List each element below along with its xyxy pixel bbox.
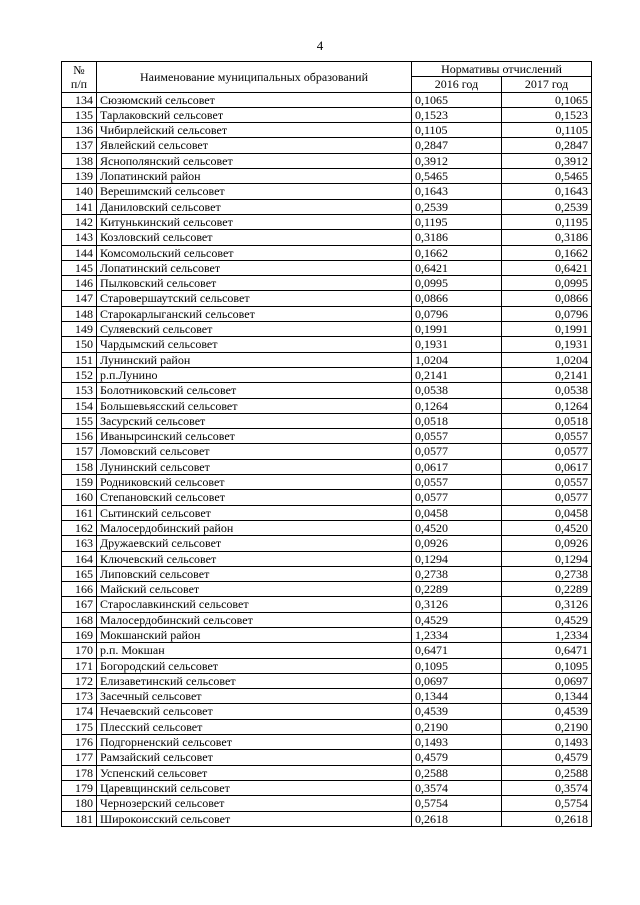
municipality-name: Елизаветинский сельсовет: [97, 673, 412, 688]
municipality-name: Малосердобинский район: [97, 520, 412, 535]
norm-2017: 0,0995: [502, 276, 592, 291]
table-row: [62, 123, 592, 138]
municipality-name: Майский сельсовет: [97, 582, 412, 597]
norm-2016: 0,2588: [412, 765, 502, 780]
table-row: [62, 337, 592, 352]
header-name: Наименование муниципальных образований: [97, 62, 412, 93]
norm-2017: 0,6471: [502, 643, 592, 658]
table-row: [62, 352, 592, 367]
norm-2016: 0,0577: [412, 444, 502, 459]
table-row: [62, 429, 592, 444]
norm-2017: 0,1195: [502, 214, 592, 229]
table-row: [62, 490, 592, 505]
municipality-name: Болотниковский сельсовет: [97, 383, 412, 398]
table-row: [62, 551, 592, 566]
row-number: 162: [62, 520, 97, 535]
municipality-name: р.п.Лунино: [97, 367, 412, 382]
norm-2017: 0,1523: [502, 107, 592, 122]
norm-2016: 0,1991: [412, 322, 502, 337]
norm-2016: 0,2289: [412, 582, 502, 597]
municipality-name: Явлейский сельсовет: [97, 138, 412, 153]
norm-2016: 0,0926: [412, 536, 502, 551]
row-number: 150: [62, 337, 97, 352]
norm-2016: 0,2141: [412, 367, 502, 382]
norm-2016: 0,0557: [412, 475, 502, 490]
norm-2017: 0,0926: [502, 536, 592, 551]
municipality-name: Богородский сельсовет: [97, 658, 412, 673]
table-row: [62, 566, 592, 581]
row-number: 176: [62, 735, 97, 750]
norm-2016: 0,2847: [412, 138, 502, 153]
norm-2017: 0,1105: [502, 123, 592, 138]
municipality-name: Засечный сельсовет: [97, 689, 412, 704]
norm-2017: 0,1294: [502, 551, 592, 566]
norm-2017: 0,1662: [502, 245, 592, 260]
municipality-name: Пылковский сельсовет: [97, 276, 412, 291]
norm-2017: 0,0577: [502, 444, 592, 459]
row-number: 135: [62, 107, 97, 122]
municipality-name: Старославкинский сельсовет: [97, 597, 412, 612]
table-row: [62, 153, 592, 168]
row-number: 141: [62, 199, 97, 214]
table-row: [62, 214, 592, 229]
norm-2016: 0,2190: [412, 719, 502, 734]
norm-2016: 0,2618: [412, 811, 502, 826]
norm-2017: 0,0538: [502, 383, 592, 398]
municipality-name: Ключевский сельсовет: [97, 551, 412, 566]
row-number: 156: [62, 429, 97, 444]
row-number: 139: [62, 169, 97, 184]
table-row: [62, 413, 592, 428]
page-number: 4: [316, 38, 324, 53]
norm-2016: 0,3126: [412, 597, 502, 612]
row-number: 146: [62, 276, 97, 291]
norm-2016: 0,1344: [412, 689, 502, 704]
table-row: [62, 322, 592, 337]
row-number: 155: [62, 413, 97, 428]
norm-2016: 0,0577: [412, 490, 502, 505]
municipality-name: Большевьясский сельсовет: [97, 398, 412, 413]
municipality-name: Лопатинский сельсовет: [97, 260, 412, 275]
norm-2017: 0,5465: [502, 169, 592, 184]
norm-2017: 0,3126: [502, 597, 592, 612]
header-num: [62, 62, 97, 93]
municipality-name: Засурский сельсовет: [97, 413, 412, 428]
table-body: [62, 92, 592, 826]
norm-2017: 0,2618: [502, 811, 592, 826]
norm-2016: 0,1065: [412, 92, 502, 107]
table-row: [62, 383, 592, 398]
norm-2016: 1,0204: [412, 352, 502, 367]
table-row: [62, 689, 592, 704]
table-row: [62, 92, 592, 107]
table-row: [62, 520, 592, 535]
header-year-2017: 2017 год: [502, 77, 592, 92]
norm-2016: 0,1264: [412, 398, 502, 413]
norm-2017: 0,2141: [502, 367, 592, 382]
norm-2016: 0,1662: [412, 245, 502, 260]
municipality-name: Малосердобинский сельсовет: [97, 612, 412, 627]
norm-2017: 0,2190: [502, 719, 592, 734]
table-row: [62, 796, 592, 811]
municipality-name: Старокарлыганский сельсовет: [97, 306, 412, 321]
norm-2016: 0,3574: [412, 780, 502, 795]
table-row: [62, 367, 592, 382]
norm-2016: 0,1523: [412, 107, 502, 122]
row-number: 174: [62, 704, 97, 719]
norm-2016: 0,6421: [412, 260, 502, 275]
header-year-2016: 2016 год: [412, 77, 502, 92]
table-row: [62, 138, 592, 153]
norm-2017: 0,1643: [502, 184, 592, 199]
row-number: 134: [62, 92, 97, 107]
table-row: [62, 643, 592, 658]
municipality-name: Чернозерский сельсовет: [97, 796, 412, 811]
norm-2017: 0,3186: [502, 230, 592, 245]
norm-2017: 0,3574: [502, 780, 592, 795]
norm-2017: 0,4539: [502, 704, 592, 719]
norm-2017: 0,5754: [502, 796, 592, 811]
table-row: [62, 780, 592, 795]
table-row: [62, 704, 592, 719]
norm-2016: 0,1643: [412, 184, 502, 199]
table-row: [62, 276, 592, 291]
norm-2016: 0,2738: [412, 566, 502, 581]
municipality-name: Старовершаутский сельсовет: [97, 291, 412, 306]
row-number: 171: [62, 658, 97, 673]
norm-2017: 0,1095: [502, 658, 592, 673]
norm-2016: 0,0458: [412, 505, 502, 520]
municipality-name: Мокшанский район: [97, 627, 412, 642]
norm-2017: 0,4529: [502, 612, 592, 627]
row-number: 177: [62, 750, 97, 765]
row-number: 143: [62, 230, 97, 245]
norm-2016: 0,4539: [412, 704, 502, 719]
header-num-line1: №: [73, 62, 85, 77]
norm-2017: 0,2588: [502, 765, 592, 780]
norm-2017: 0,2289: [502, 582, 592, 597]
municipality-name: Ломовский сельсовет: [97, 444, 412, 459]
norm-2016: 0,4529: [412, 612, 502, 627]
row-number: 175: [62, 719, 97, 734]
table-row: [62, 169, 592, 184]
municipality-name: Верешимский сельсовет: [97, 184, 412, 199]
row-number: 152: [62, 367, 97, 382]
table-row: [62, 184, 592, 199]
row-number: 160: [62, 490, 97, 505]
header-num-line2: п/п: [70, 76, 88, 91]
table-row: [62, 811, 592, 826]
row-number: 181: [62, 811, 97, 826]
table-row: [62, 398, 592, 413]
norm-2017: 0,0458: [502, 505, 592, 520]
row-number: 142: [62, 214, 97, 229]
row-number: 136: [62, 123, 97, 138]
row-number: 157: [62, 444, 97, 459]
norm-2016: 0,0995: [412, 276, 502, 291]
row-number: 165: [62, 566, 97, 581]
municipality-name: Китунькинский сельсовет: [97, 214, 412, 229]
row-number: 151: [62, 352, 97, 367]
row-number: 153: [62, 383, 97, 398]
municipality-name: Лунинский район: [97, 352, 412, 367]
table-header: [62, 62, 592, 93]
municipality-name: Даниловский сельсовет: [97, 199, 412, 214]
norm-2016: 0,1105: [412, 123, 502, 138]
norm-2017: 0,1065: [502, 92, 592, 107]
norm-2016: 0,4579: [412, 750, 502, 765]
norm-2017: 0,0697: [502, 673, 592, 688]
table-row: [62, 627, 592, 642]
municipality-name: Комсомольский сельсовет: [97, 245, 412, 260]
municipality-name: Чибирлейский сельсовет: [97, 123, 412, 138]
norm-2017: 0,0617: [502, 459, 592, 474]
norm-2016: 0,1095: [412, 658, 502, 673]
municipality-name: Рамзайский сельсовет: [97, 750, 412, 765]
norm-2016: 0,5754: [412, 796, 502, 811]
table-row: [62, 245, 592, 260]
norm-2017: 0,0796: [502, 306, 592, 321]
table-row: [62, 107, 592, 122]
municipality-name: Лунинский сельсовет: [97, 459, 412, 474]
norm-2017: 0,1931: [502, 337, 592, 352]
table-row: [62, 658, 592, 673]
municipality-name: Плесский сельсовет: [97, 719, 412, 734]
municipality-name: Нечаевский сельсовет: [97, 704, 412, 719]
norm-2016: 0,0866: [412, 291, 502, 306]
norm-2017: 0,0866: [502, 291, 592, 306]
municipality-name: Суляевский сельсовет: [97, 322, 412, 337]
table-row: [62, 765, 592, 780]
row-number: 159: [62, 475, 97, 490]
norm-2017: 0,0577: [502, 490, 592, 505]
norm-2016: 0,1195: [412, 214, 502, 229]
norm-2016: 0,2539: [412, 199, 502, 214]
table-row: [62, 230, 592, 245]
row-number: 167: [62, 597, 97, 612]
row-number: 147: [62, 291, 97, 306]
municipality-name: Широкоисский сельсовет: [97, 811, 412, 826]
row-number: 170: [62, 643, 97, 658]
norm-2016: 0,0557: [412, 429, 502, 444]
municipality-name: Яснополянский сельсовет: [97, 153, 412, 168]
municipality-name: Козловский сельсовет: [97, 230, 412, 245]
norm-2016: 0,0538: [412, 383, 502, 398]
norm-2017: 0,1493: [502, 735, 592, 750]
norm-2016: 0,3186: [412, 230, 502, 245]
norm-2016: 0,0697: [412, 673, 502, 688]
norm-2016: 0,1294: [412, 551, 502, 566]
table-row: [62, 597, 592, 612]
municipality-name: Дружаевский сельсовет: [97, 536, 412, 551]
table-row: [62, 673, 592, 688]
norm-2017: 0,0557: [502, 429, 592, 444]
table-row: [62, 260, 592, 275]
row-number: 173: [62, 689, 97, 704]
norm-2017: 0,0557: [502, 475, 592, 490]
table-row: [62, 459, 592, 474]
norm-2017: 0,1344: [502, 689, 592, 704]
municipality-name: Иванырсинский сельсовет: [97, 429, 412, 444]
row-number: 169: [62, 627, 97, 642]
row-number: 180: [62, 796, 97, 811]
row-number: 154: [62, 398, 97, 413]
row-number: 163: [62, 536, 97, 551]
norm-2017: 0,0518: [502, 413, 592, 428]
norm-2017: 0,1264: [502, 398, 592, 413]
row-number: 166: [62, 582, 97, 597]
municipality-name: Царевщинский сельсовет: [97, 780, 412, 795]
norm-2016: 0,4520: [412, 520, 502, 535]
municipality-name: Родниковский сельсовет: [97, 475, 412, 490]
norm-2017: 0,4579: [502, 750, 592, 765]
norm-2017: 0,2539: [502, 199, 592, 214]
municipality-name: Липовский сельсовет: [97, 566, 412, 581]
norm-2016: 0,1931: [412, 337, 502, 352]
row-number: 172: [62, 673, 97, 688]
table-row: [62, 536, 592, 551]
row-number: 168: [62, 612, 97, 627]
table-row: [62, 306, 592, 321]
norm-2016: 0,5465: [412, 169, 502, 184]
row-number: 158: [62, 459, 97, 474]
municipality-name: Подгорненский сельсовет: [97, 735, 412, 750]
table-row: [62, 719, 592, 734]
norms-table: [61, 61, 592, 827]
norm-2017: 0,1991: [502, 322, 592, 337]
municipality-name: Степановский сельсовет: [97, 490, 412, 505]
norm-2016: 0,3912: [412, 153, 502, 168]
row-number: 144: [62, 245, 97, 260]
norm-2017: 1,2334: [502, 627, 592, 642]
municipality-name: р.п. Мокшан: [97, 643, 412, 658]
municipality-name: Тарлаковский сельсовет: [97, 107, 412, 122]
municipality-name: Чардымский сельсовет: [97, 337, 412, 352]
row-number: 148: [62, 306, 97, 321]
row-number: 149: [62, 322, 97, 337]
norm-2016: 0,0796: [412, 306, 502, 321]
header-norms-group: Нормативы отчислений: [412, 62, 592, 77]
table-row: [62, 444, 592, 459]
row-number: 138: [62, 153, 97, 168]
row-number: 145: [62, 260, 97, 275]
municipality-name: Сюзюмский сельсовет: [97, 92, 412, 107]
table-row: [62, 505, 592, 520]
row-number: 140: [62, 184, 97, 199]
row-number: 161: [62, 505, 97, 520]
table-row: [62, 582, 592, 597]
table-row: [62, 199, 592, 214]
municipality-name: Сытинский сельсовет: [97, 505, 412, 520]
table-row: [62, 291, 592, 306]
table-row: [62, 475, 592, 490]
norm-2016: 0,0617: [412, 459, 502, 474]
row-number: 179: [62, 780, 97, 795]
norm-2017: 0,4520: [502, 520, 592, 535]
norm-2016: 0,6471: [412, 643, 502, 658]
norm-2016: 0,0518: [412, 413, 502, 428]
municipality-name: Успенский сельсовет: [97, 765, 412, 780]
table-row: [62, 750, 592, 765]
table-row: [62, 612, 592, 627]
municipality-name: Лопатинский район: [97, 169, 412, 184]
norm-2017: 0,3912: [502, 153, 592, 168]
row-number: 164: [62, 551, 97, 566]
row-number: 178: [62, 765, 97, 780]
norm-2017: 0,2847: [502, 138, 592, 153]
table-row: [62, 735, 592, 750]
row-number: 137: [62, 138, 97, 153]
norm-2017: 0,6421: [502, 260, 592, 275]
norm-2016: 0,1493: [412, 735, 502, 750]
norm-2017: 1,0204: [502, 352, 592, 367]
norm-2017: 0,2738: [502, 566, 592, 581]
norm-2016: 1,2334: [412, 627, 502, 642]
